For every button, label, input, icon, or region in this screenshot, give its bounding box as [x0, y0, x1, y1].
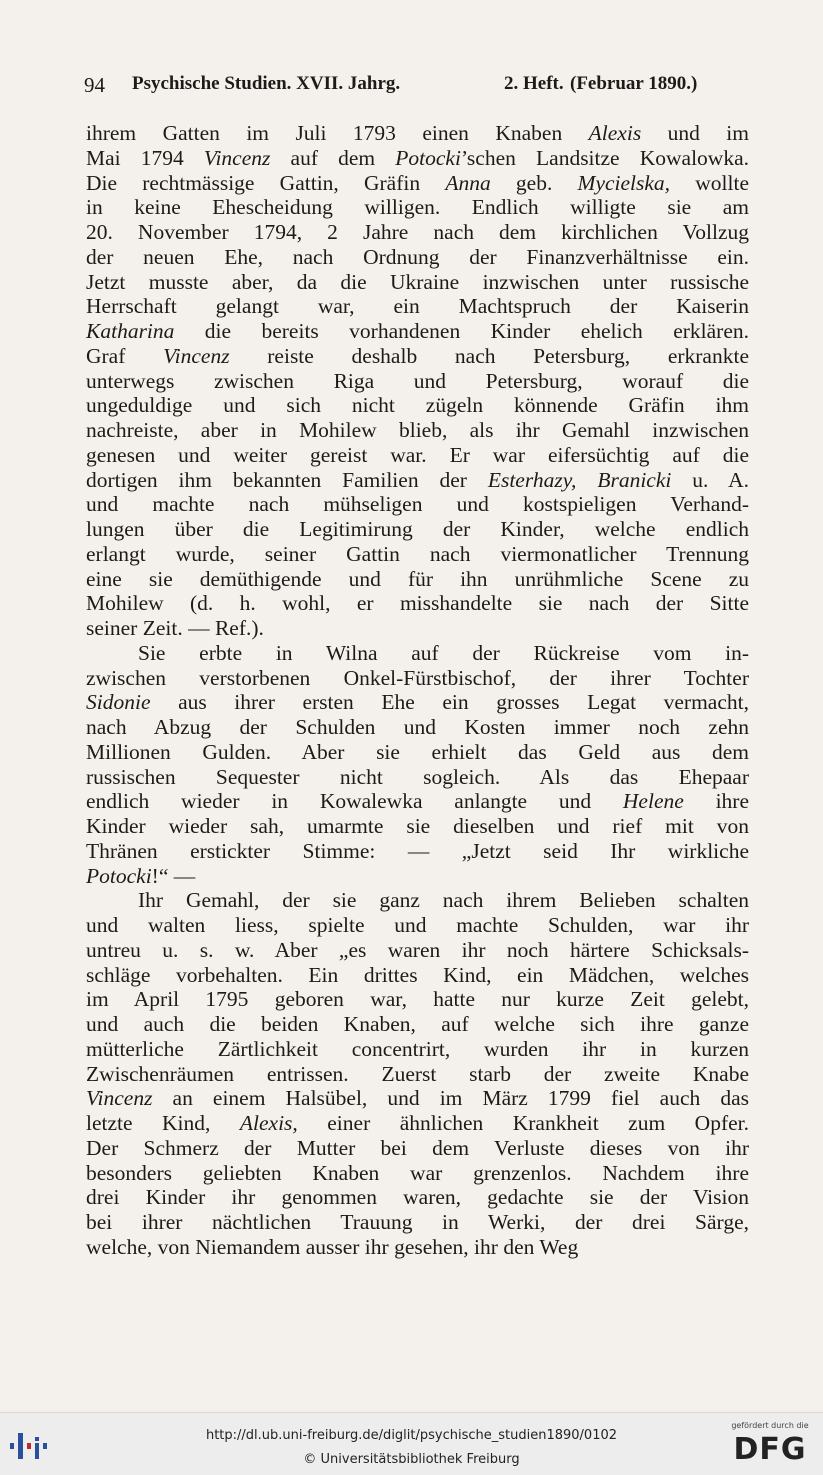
text-run: der neuen Ehe, nach Ordnung der Finanzverhältnisse ein. — [86, 244, 749, 269]
text-line — [86, 765, 749, 790]
text-line — [86, 1210, 749, 1235]
text-run: schläge vorbehalten. Ein drittes Kind, ein Mädchen, welches — [86, 962, 749, 987]
text-run: bei ihrer nächtlichen Trauung in Werki, der drei Särge, — [86, 1210, 749, 1234]
dfg-logo: DFG — [733, 1432, 807, 1467]
text-run: 20. November 1794, 2 Jahre nach dem kirchlichen Vollzug — [86, 220, 749, 244]
text-run: endlich wieder in Kowalewka anlangte und — [86, 789, 623, 814]
italic-name: Esterhazy, Branicki — [487, 467, 672, 492]
text-run: eine sie demüthigende und für ihn unrühmliche Scene zu — [86, 566, 749, 591]
text-run: Zwischenräumen entrissen. Zuerst starb der zweite Knabe — [86, 1061, 749, 1086]
text-run: die bereits vorhandenen Kinder ehelich erklären. — [174, 319, 749, 343]
text-run: nach Abzug der Schulden und Kosten immer noch zehn — [86, 715, 749, 739]
text-run: mütterliche Zärtlichkeit concentrirt, wurden ihr in kurzen — [86, 1036, 749, 1061]
text-line — [86, 294, 749, 319]
text-run: reiste deshalb nach Petersburg, erkrankte — [229, 343, 749, 368]
text-line — [86, 567, 749, 592]
running-header — [84, 73, 744, 103]
text-run: besonders geliebten Knaben war grenzenlos. Nachdem ihre — [86, 1160, 749, 1185]
text-run: untreu u. s. w. Aber „es waren ihr noch härtere Schicksals- — [86, 937, 749, 962]
italic-name: Mycielska, — [577, 170, 671, 195]
text-line — [86, 1086, 749, 1111]
text-run: Mai 1794 — [86, 145, 204, 170]
text-line — [86, 146, 749, 171]
text-line — [86, 641, 749, 666]
text-run: dortigen ihm bekannten Familien der — [86, 467, 488, 492]
text-line — [86, 418, 749, 443]
text-run: Sie erbte in Wilna auf der Rückreise vom in- — [138, 640, 749, 665]
text-run: und im — [641, 121, 750, 145]
text-line — [86, 1235, 749, 1260]
text-run: u. A. — [671, 467, 749, 492]
text-line — [86, 740, 749, 765]
text-run: Der Schmerz der Mutter bei dem Verluste dieses von ihr — [86, 1135, 749, 1160]
text-run: !“ — — [151, 863, 196, 888]
text-line — [86, 1185, 749, 1210]
text-line — [86, 270, 749, 295]
text-run: ihre — [683, 789, 749, 814]
text-line — [86, 814, 749, 839]
text-run: im April 1795 geboren war, hatte nur kurze Zeit gelebt, — [86, 987, 749, 1012]
italic-name: Anna — [445, 170, 491, 195]
text-run: lungen über die Legitimirung der Kinder, welche endlich — [86, 517, 749, 541]
text-run: zwischen verstorbenen Onkel-Fürstbischof, der ihrer Tochter — [86, 665, 749, 690]
text-run: welche, von Niemandem ausser ihr gesehen, ihr den Weg — [86, 1234, 579, 1259]
text-run: an einem Halsübel, und im März 1799 fiel auch das — [152, 1086, 749, 1111]
text-run: Thränen erstickter Stimme: — „Jetzt seid Ihr wirkliche — [86, 838, 749, 863]
issue-number: 2. Heft. — [504, 73, 564, 94]
text-line — [86, 666, 749, 691]
text-line — [86, 517, 749, 542]
text-run: seiner Zeit. — Ref.). — [86, 616, 264, 640]
text-line — [86, 1111, 749, 1136]
text-line — [86, 591, 749, 616]
text-run: nachreiste, aber in Mohilew blieb, als ihr Gemahl inzwischen — [86, 418, 749, 442]
text-run: und machte nach mühseligen und kostspieligen Verhand- — [86, 492, 749, 517]
italic-name: Vincenz — [203, 145, 271, 170]
text-line — [86, 913, 749, 938]
text-run: einer ähnlichen Krankheit zum Opfer. — [297, 1111, 749, 1135]
text-run: genesen und weiter gereist war. Er war eifersüchtig auf die — [86, 442, 749, 467]
page-number: 94 — [84, 73, 105, 97]
text-line — [86, 864, 749, 889]
text-line — [86, 616, 749, 641]
text-run: Jetzt musste aber, da die Ukraine inzwischen unter russische — [86, 269, 749, 294]
issue-date: (Februar 1890.) — [570, 73, 698, 94]
journal-title: Psychische Studien. XVII. Jahrg. — [132, 73, 401, 94]
italic-name: Potocki — [395, 145, 461, 170]
italic-name: Potocki — [86, 863, 152, 888]
text-run: geb. — [490, 170, 578, 195]
funding-caption: gefördert durch die — [731, 1421, 809, 1430]
text-run: Mohilew (d. h. wohl, er misshandelte sie nach der Sitte — [86, 591, 749, 616]
text-line — [86, 963, 749, 988]
text-run: Graf — [86, 343, 164, 368]
text-run: ’schen Landsitze Kowalowka. — [460, 145, 749, 170]
text-run: Millionen Gulden. Aber sie erhielt das Geld aus dem — [86, 739, 749, 764]
text-run: ihrem Gatten im Juli 1793 einen Knaben — [86, 121, 589, 145]
text-line — [86, 987, 749, 1012]
text-run: Herrschaft gelangt war, ein Machtspruch der Kaiserin — [86, 294, 749, 319]
italic-name: Katharina — [86, 319, 175, 343]
text-line — [86, 220, 749, 245]
text-line — [86, 1161, 749, 1186]
italic-name: Alexis, — [239, 1111, 298, 1135]
italic-name: Sidonie — [86, 690, 151, 715]
text-line — [86, 690, 749, 715]
text-line — [86, 393, 749, 418]
text-line — [86, 789, 749, 814]
text-run: ungeduldige und sich nicht zügeln könnende Gräfin ihm — [86, 393, 749, 418]
text-run: wollte — [670, 170, 750, 195]
text-line — [86, 839, 749, 864]
text-line — [86, 468, 749, 493]
italic-name: Helene — [622, 789, 684, 814]
text-run: russischen Sequester nicht sogleich. Als das Ehepaar — [86, 764, 749, 789]
text-run: drei Kinder ihr genommen waren, gedachte sie der Vision — [86, 1185, 749, 1210]
text-line — [86, 121, 749, 146]
text-line — [86, 542, 749, 567]
text-run: auf dem — [270, 145, 396, 170]
text-run: Ihr Gemahl, der sie ganz nach ihrem Belieben schalten — [138, 888, 749, 913]
text-line — [86, 1062, 749, 1087]
italic-name: Vincenz — [163, 343, 230, 368]
text-line — [86, 1012, 749, 1037]
body-text — [86, 121, 749, 1260]
permalink-url[interactable]: http://dl.ub.uni-freiburg.de/diglit/psychische_studien1890/0102 — [205, 1428, 618, 1443]
text-line — [86, 492, 749, 517]
viewer-footer — [0, 1412, 823, 1475]
text-line — [86, 171, 749, 196]
italic-name: Vincenz — [86, 1086, 153, 1111]
text-line — [86, 888, 749, 913]
text-line — [86, 245, 749, 270]
text-run: in keine Ehescheidung willigen. Endlich willigte sie am — [86, 195, 749, 220]
copyright-notice: © Universitätsbibliothek Freiburg — [303, 1452, 520, 1467]
text-line — [86, 938, 749, 963]
text-line — [86, 369, 749, 394]
text-line — [86, 1037, 749, 1062]
text-run: unterwegs zwischen Riga und Petersburg, worauf die — [86, 368, 749, 393]
text-run: aus ihrer ersten Ehe ein grosses Legat vermacht, — [150, 690, 749, 715]
text-run: letzte Kind, — [86, 1111, 240, 1135]
italic-name: Alexis — [588, 121, 642, 145]
text-line — [86, 443, 749, 468]
text-line — [86, 195, 749, 220]
text-line — [86, 319, 749, 344]
text-run: Kinder wieder sah, umarmte sie dieselben und rief mit von — [86, 814, 749, 838]
text-line — [86, 715, 749, 740]
text-run: und walten liess, spielte und machte Schulden, war ihr — [86, 913, 749, 937]
text-run: und auch die beiden Knaben, auf welche sich ihre ganze — [86, 1012, 749, 1036]
text-run: erlangt wurde, seiner Gattin nach viermonatlicher Trennung — [86, 541, 749, 566]
text-run: Die rechtmässige Gattin, Gräfin — [86, 170, 446, 195]
text-line — [86, 1136, 749, 1161]
text-line — [86, 344, 749, 369]
